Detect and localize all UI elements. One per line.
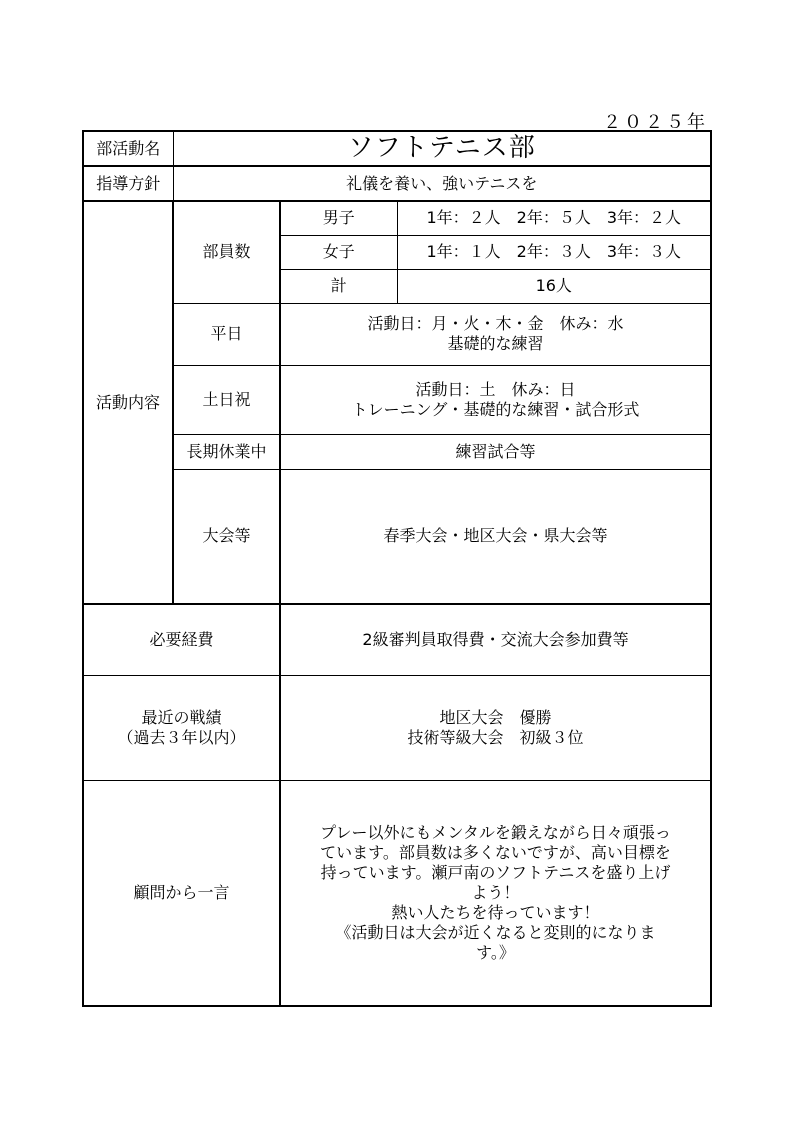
boys-value: 1年：２人 2年：５人 3年：２人 — [397, 201, 711, 235]
weekday-days: 活動日：月・火・木・金 休み：水 — [367, 314, 624, 333]
total-value: 16人 — [397, 269, 711, 303]
total-label: 計 — [280, 269, 397, 303]
advisor-comment-line: 《活動日は大会が近くなると変則的になりま — [335, 922, 656, 942]
results-label-main: 最近の戦績 — [141, 707, 222, 727]
weekday-text — [280, 303, 711, 365]
weekday-row — [83, 303, 711, 365]
advisor-comment-line: 持っています。瀬戸南のソフトテニスを盛り上げ — [320, 862, 671, 882]
long-break-row — [83, 434, 711, 469]
club-name-row — [83, 131, 711, 166]
tournaments-label: 大会等 — [173, 469, 280, 604]
results-label-sub: （過去３年以内） — [117, 727, 246, 747]
girls-value: 1年：１人 2年：３人 3年：３人 — [397, 235, 711, 269]
advisor-comment-line: 熱い人たちを待っています！ — [391, 902, 600, 922]
advisor-comment-line: す。》 — [476, 942, 515, 962]
weekend-text — [280, 365, 711, 434]
expenses-label: 必要経費 — [83, 604, 280, 675]
long-break-label: 長期休業中 — [173, 434, 280, 469]
policy-row — [83, 166, 711, 201]
weekend-label: 土日祝 — [173, 365, 280, 434]
results-line-2: 技術等級大会 初級３位 — [407, 727, 584, 747]
year-label: ２０２５年 — [603, 112, 708, 133]
long-break-text: 練習試合等 — [280, 434, 711, 469]
members-boys-row — [83, 201, 711, 235]
results-row — [83, 675, 711, 780]
club-name-label: 部活動名 — [83, 131, 173, 166]
activity-label: 活動内容 — [83, 201, 173, 604]
advisor-row — [83, 780, 711, 1006]
advisor-comment — [280, 780, 711, 1006]
club-info-table — [82, 130, 712, 1007]
weekday-label: 平日 — [173, 303, 280, 365]
expenses-row — [83, 604, 711, 675]
weekend-days: 活動日：土 休み：日 — [415, 379, 576, 399]
results-text — [280, 675, 711, 780]
policy-text: 礼儀を養い、強いテニスを — [173, 166, 711, 201]
advisor-comment-line: よう！ — [471, 882, 520, 902]
tournaments-row — [83, 469, 711, 604]
advisor-comment-line: ています。部員数は多くないですが、高い目標を — [320, 842, 671, 862]
members-label: 部員数 — [173, 201, 280, 303]
results-line-1: 地区大会 優勝 — [439, 707, 552, 727]
boys-label: 男子 — [280, 201, 397, 235]
expenses-text: 2級審判員取得費・交流大会参加費等 — [280, 604, 711, 675]
girls-label: 女子 — [280, 235, 397, 269]
weekend-row — [83, 365, 711, 434]
results-label — [83, 675, 280, 780]
weekend-content: トレーニング・基礎的な練習・試合形式 — [351, 399, 640, 419]
policy-label: 指導方針 — [83, 166, 173, 201]
tournaments-text: 春季大会・地区大会・県大会等 — [280, 469, 711, 604]
advisor-label: 顧問から一言 — [83, 780, 280, 1006]
club-name: ソフトテニス部 — [173, 131, 711, 166]
advisor-comment-line: プレー以外にもメンタルを鍛えながら日々頑張っ — [320, 822, 671, 842]
weekday-content: 基礎的な練習 — [447, 334, 544, 353]
